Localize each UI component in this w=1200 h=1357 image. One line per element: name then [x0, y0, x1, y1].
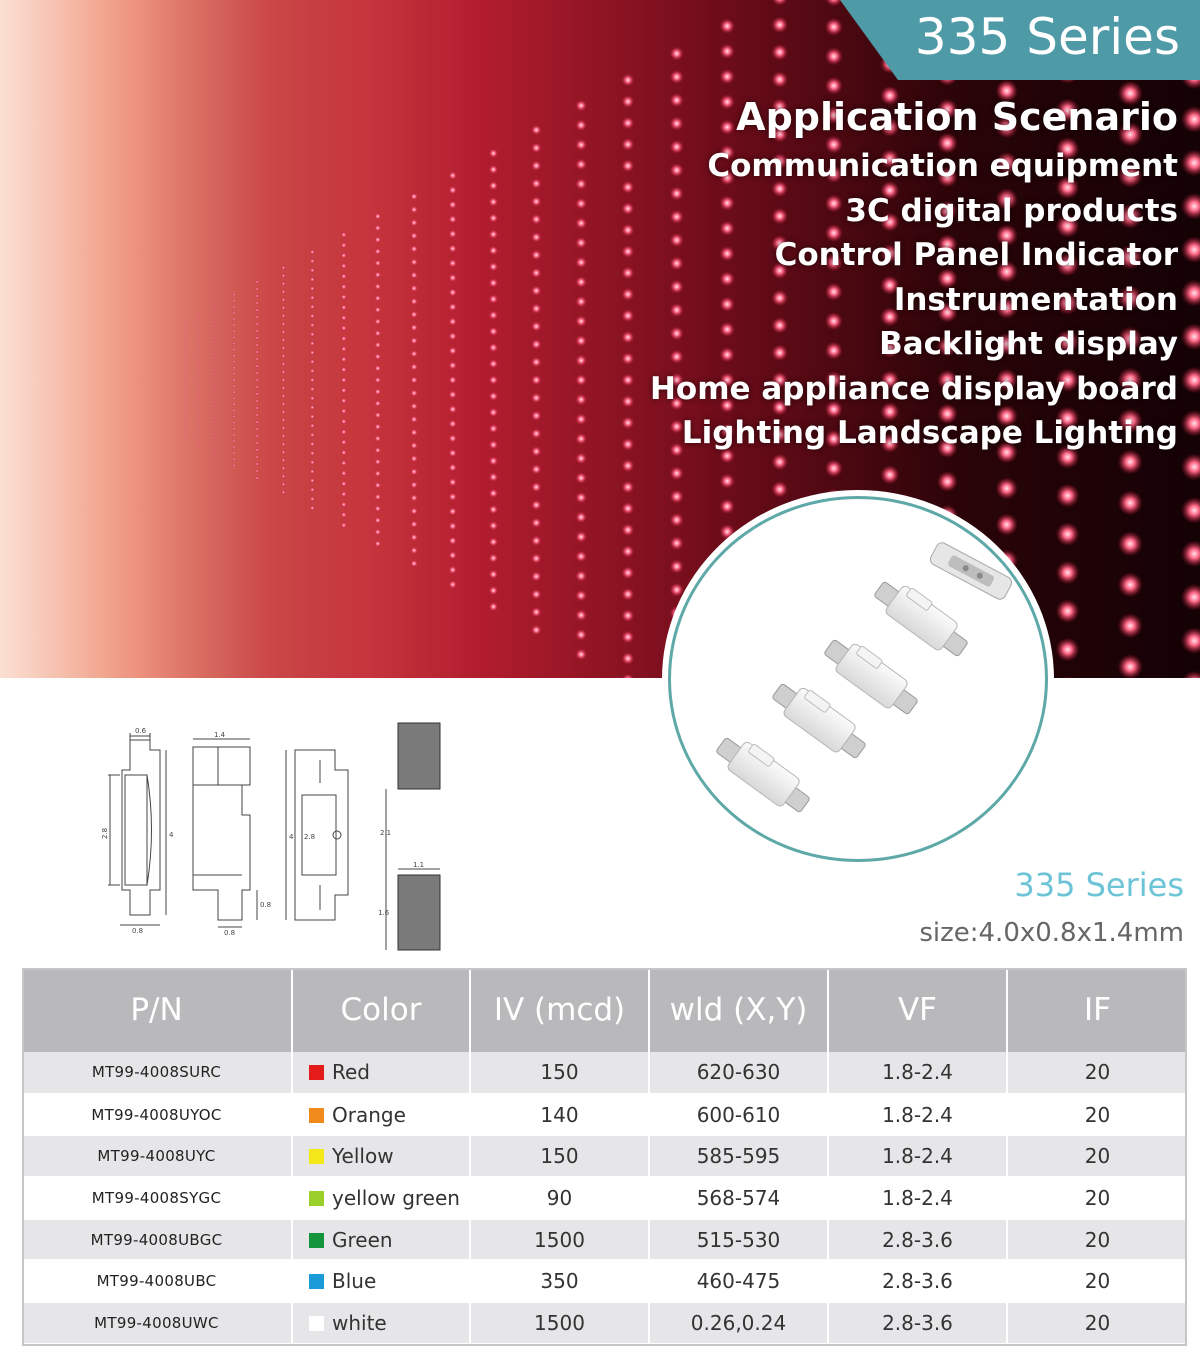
pad-top [398, 723, 440, 789]
table-row [22, 1177, 1187, 1219]
product-series-label: 335 Series [1014, 866, 1184, 904]
color-swatch [309, 1316, 324, 1331]
cell-pn: MT99-4008UYC [22, 1135, 292, 1177]
dim-front-top: 0.6 [135, 727, 147, 735]
cell-pn: MT99-4008SURC [22, 1052, 292, 1094]
cell-wld: 460-475 [649, 1260, 828, 1302]
dim-back-inner: 2.8 [304, 833, 316, 841]
cell-color [292, 1135, 470, 1177]
cell-vf: 1.8-2.4 [828, 1177, 1007, 1219]
application-title: Application Scenario [736, 95, 1178, 139]
cell-wld: 585-595 [649, 1135, 828, 1177]
cell-pn: MT99-4008UYOC [22, 1094, 292, 1136]
cell-vf: 2.8-3.6 [828, 1219, 1007, 1261]
cell-pn: MT99-4008UBC [22, 1260, 292, 1302]
header-if: IF [1007, 968, 1187, 1052]
cell-color [292, 1177, 470, 1219]
dim-side-bottom: 0.8 [224, 929, 236, 937]
cell-vf: 2.8-3.6 [828, 1260, 1007, 1302]
led-component [870, 572, 975, 662]
table-row [22, 1135, 1187, 1177]
color-name: Red [332, 1060, 370, 1085]
color-name: yellow green [332, 1185, 460, 1210]
table-row [22, 1094, 1187, 1136]
led-components-image [671, 499, 1048, 862]
color-swatch [309, 1149, 324, 1164]
header-color: Color [292, 968, 470, 1052]
series-title: 335 Series [914, 8, 1180, 66]
cell-color [292, 1260, 470, 1302]
dimension-drawing [90, 715, 470, 960]
dim-pad-gap: 2.1 [380, 829, 392, 837]
color-name: Yellow [332, 1144, 394, 1169]
side-view [193, 739, 257, 927]
cell-iv: 1500 [470, 1302, 649, 1344]
cell-if: 20 [1007, 1094, 1187, 1136]
dim-side-right: 0.8 [260, 901, 272, 909]
color-swatch [309, 1233, 324, 1248]
cell-wld: 600-610 [649, 1094, 828, 1136]
table-header-row [22, 968, 1187, 1052]
table-row [22, 1260, 1187, 1302]
cell-if: 20 [1007, 1177, 1187, 1219]
dim-pad-height: 1.6 [378, 909, 390, 917]
back-view [286, 750, 348, 920]
cell-iv: 90 [470, 1177, 649, 1219]
application-list [650, 144, 1178, 456]
application-item: Home appliance display board [649, 370, 1178, 407]
cell-color [292, 1094, 470, 1136]
product-size: size:4.0x0.8x1.4mm [919, 918, 1184, 948]
dim-pad-width: 1.1 [413, 861, 425, 869]
dim-front-bottom: 0.8 [132, 927, 144, 935]
cell-color [292, 1052, 470, 1094]
cell-if: 20 [1007, 1260, 1187, 1302]
dim-front-total: 4 [169, 831, 174, 839]
application-item: Control Panel Indicator [774, 237, 1178, 273]
application-item: Communication equipment [707, 148, 1178, 184]
cell-iv: 150 [470, 1052, 649, 1094]
cell-iv: 350 [470, 1260, 649, 1302]
application-block [650, 92, 1178, 456]
application-item: Backlight display [879, 326, 1178, 362]
color-swatch [309, 1191, 324, 1206]
table-row [22, 1219, 1187, 1261]
color-name: white [332, 1310, 387, 1335]
table-body [22, 1052, 1187, 1344]
pad-bottom [398, 875, 440, 950]
spec-table [22, 968, 1187, 1345]
cell-wld: 515-530 [649, 1219, 828, 1261]
color-name: Blue [332, 1269, 377, 1294]
table-row [22, 1052, 1187, 1094]
header-pn: P/N [22, 968, 292, 1052]
color-swatch [309, 1065, 324, 1080]
header-wld: wld (X,Y) [649, 968, 828, 1052]
cell-pn: MT99-4008SYGC [22, 1177, 292, 1219]
header-iv: IV (mcd) [470, 968, 649, 1052]
cell-vf: 1.8-2.4 [828, 1135, 1007, 1177]
cell-vf: 1.8-2.4 [828, 1052, 1007, 1094]
cell-color [292, 1302, 470, 1344]
cell-if: 20 [1007, 1302, 1187, 1344]
led-component [820, 630, 925, 720]
color-name: Orange [332, 1102, 406, 1127]
cell-if: 20 [1007, 1219, 1187, 1261]
cell-pn: MT99-4008UBGC [22, 1219, 292, 1261]
color-swatch [309, 1274, 324, 1289]
cell-iv: 150 [470, 1135, 649, 1177]
color-swatch [309, 1108, 324, 1123]
cell-vf: 2.8-3.6 [828, 1302, 1007, 1344]
product-photo-circle [668, 496, 1048, 862]
cell-pn: MT99-4008UWC [22, 1302, 292, 1344]
cell-color [292, 1219, 470, 1261]
cell-vf: 1.8-2.4 [828, 1094, 1007, 1136]
dim-back-total: 4 [289, 833, 294, 841]
dim-front-height: 2.8 [101, 827, 109, 839]
led-component [712, 728, 817, 818]
cell-if: 20 [1007, 1052, 1187, 1094]
color-name: Green [332, 1227, 393, 1252]
application-item: 3C digital products [845, 192, 1178, 229]
application-item: Instrumentation [893, 281, 1178, 318]
cell-wld: 0.26,0.24 [649, 1302, 828, 1344]
cell-wld: 620-630 [649, 1052, 828, 1094]
application-item: Lighting Landscape Lighting [681, 415, 1178, 451]
led-component [928, 541, 1013, 602]
led-component [768, 674, 873, 764]
front-view [108, 733, 166, 925]
cell-if: 20 [1007, 1135, 1187, 1177]
header-vf: VF [828, 968, 1007, 1052]
cell-iv: 140 [470, 1094, 649, 1136]
table-row [22, 1302, 1187, 1344]
dim-side-top: 1.4 [214, 731, 226, 739]
cell-iv: 1500 [470, 1219, 649, 1261]
cell-wld: 568-574 [649, 1177, 828, 1219]
